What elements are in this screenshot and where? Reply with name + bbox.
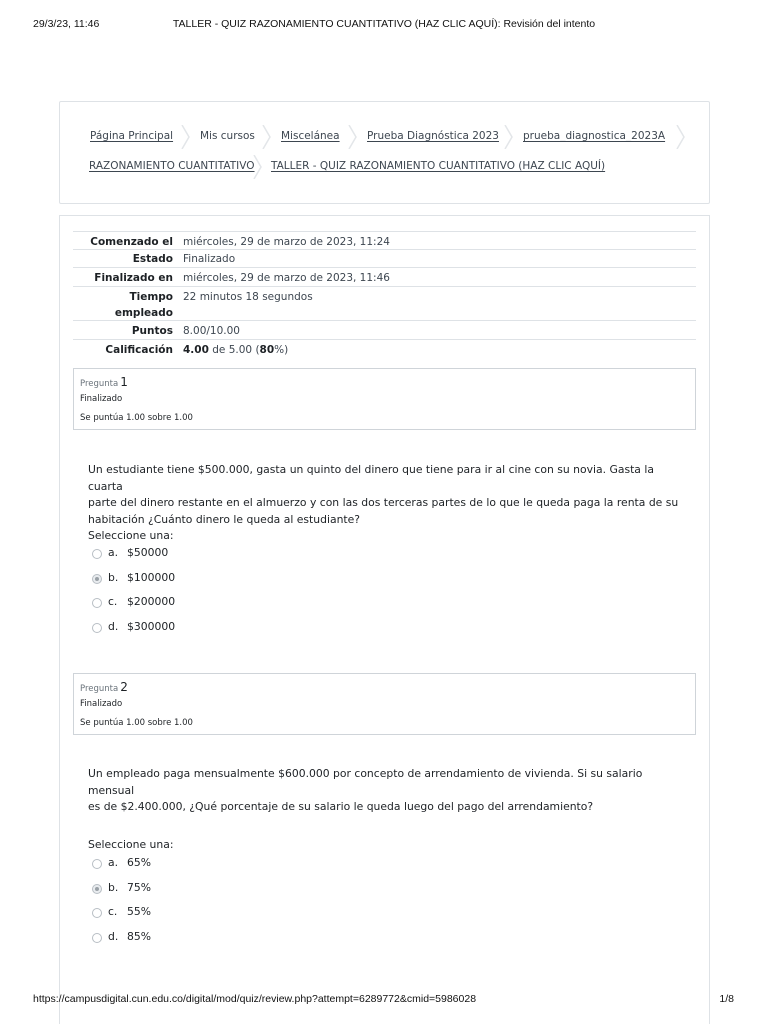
breadcrumb-my-courses[interactable]: Mis cursos xyxy=(200,130,255,142)
radio-button[interactable] xyxy=(92,859,102,869)
radio-button-checked[interactable] xyxy=(92,574,102,584)
summary-label: Calificación xyxy=(105,344,173,356)
radio-button[interactable] xyxy=(92,598,102,608)
grade-score: 4.00 xyxy=(183,344,209,356)
summary-value: miércoles, 29 de marzo de 2023, 11:24 xyxy=(183,236,390,248)
summary-row-started xyxy=(73,231,696,249)
summary-row-grade xyxy=(73,339,696,359)
breadcrumb-separator-icon xyxy=(348,125,357,149)
print-footer xyxy=(0,993,768,1007)
question-label: Pregunta xyxy=(80,379,119,389)
option-value: $100000 xyxy=(127,571,176,584)
option-letter: d. xyxy=(108,620,119,633)
summary-label: Finalizado en xyxy=(94,272,173,284)
grade-percent: 80 xyxy=(259,344,275,356)
question-text-line: es de $2.400.000, ¿Qué porcentaje de su salario le queda luego del pago del arrendamiento? xyxy=(88,800,594,813)
answer-prompt: Seleccione una: xyxy=(88,838,174,851)
option-letter: b. xyxy=(108,881,119,894)
summary-label: Estado xyxy=(132,253,173,265)
question-text-line: habitación ¿Cuánto dinero le queda al estudiante? xyxy=(88,512,361,526)
print-datetime: 29/3/23, 11:46 xyxy=(33,18,100,30)
option-value: 65% xyxy=(127,856,151,869)
question-text-1 xyxy=(88,462,688,528)
question-number xyxy=(80,680,128,694)
question-state: Finalizado xyxy=(80,394,123,404)
option-value: $50000 xyxy=(127,546,169,559)
radio-button[interactable] xyxy=(92,549,102,559)
print-url: https://campusdigital.cun.edu.co/digital/mod/quiz/review.php?attempt=6289772&cmid=5986028 xyxy=(33,993,477,1005)
summary-label: Puntos xyxy=(131,325,173,337)
radio-button[interactable] xyxy=(92,908,102,918)
summary-value: miércoles, 29 de marzo de 2023, 11:46 xyxy=(183,272,390,284)
breadcrumb-section-link[interactable]: RAZONAMIENTO CUANTITATIVO xyxy=(89,160,255,172)
breadcrumb-diagnostic-link[interactable]: Prueba Diagnóstica 2023 xyxy=(367,130,499,142)
radio-button[interactable] xyxy=(92,933,102,943)
breadcrumb xyxy=(59,101,710,204)
summary-label: Comenzado el xyxy=(90,236,173,248)
summary-value xyxy=(183,342,288,358)
option-value: 75% xyxy=(127,881,151,894)
answer-prompt: Seleccione una: xyxy=(88,529,174,542)
question-grade: Se puntúa 1.00 sobre 1.00 xyxy=(80,718,193,728)
option-value: $300000 xyxy=(127,620,176,633)
breadcrumb-separator-icon xyxy=(262,125,271,149)
option-letter: b. xyxy=(108,571,119,584)
breadcrumb-misc-link[interactable]: Miscelánea xyxy=(281,130,340,142)
question-text-2 xyxy=(88,766,688,816)
option-value: 55% xyxy=(127,905,151,918)
print-page-number: 1/8 xyxy=(719,993,734,1005)
grade-max: de 5.00 ( xyxy=(212,344,260,356)
option-value: $200000 xyxy=(127,595,176,608)
summary-value: Finalizado xyxy=(183,253,236,265)
question-number xyxy=(80,375,128,389)
print-title: TALLER - QUIZ RAZONAMIENTO CUANTITATIVO (HAZ CLIC AQUÍ): Revisión del intento xyxy=(172,18,596,30)
question-info-2 xyxy=(73,673,696,735)
question-info-1 xyxy=(73,368,696,430)
summary-value: 8.00/10.00 xyxy=(183,325,240,337)
question-number-value: 1 xyxy=(120,375,128,389)
breadcrumb-separator-icon xyxy=(504,125,513,149)
summary-label: empleado xyxy=(114,307,173,319)
question-text-line: Un estudiante tiene $500.000, gasta un quinto del dinero que tiene para ir al cine con su novia. Gasta la cuarta xyxy=(88,463,654,493)
summary-row-finished xyxy=(73,267,696,286)
breadcrumb-quiz-link[interactable]: TALLER - QUIZ RAZONAMIENTO CUANTITATIVO (HAZ CLIC AQUÍ) xyxy=(271,160,606,172)
option-value: 85% xyxy=(127,930,151,943)
breadcrumb-separator-icon xyxy=(253,155,262,179)
radio-button-checked[interactable] xyxy=(92,884,102,894)
option-letter: c. xyxy=(108,595,118,608)
question-text-line: Un empleado paga mensualmente $600.000 por concepto de arrendamiento de vivienda. Si su salario mensual xyxy=(88,767,643,797)
option-letter: a. xyxy=(108,546,119,559)
radio-button[interactable] xyxy=(92,623,102,633)
print-header xyxy=(0,18,768,32)
summary-value: 22 minutos 18 segundos xyxy=(183,291,313,303)
option-letter: c. xyxy=(108,905,118,918)
summary-label: Tiempo xyxy=(129,291,173,303)
summary-row-marks xyxy=(73,320,696,339)
summary-row-state xyxy=(73,249,696,267)
option-letter: a. xyxy=(108,856,119,869)
question-grade: Se puntúa 1.00 sobre 1.00 xyxy=(80,413,193,423)
question-number-value: 2 xyxy=(120,680,128,694)
option-letter: d. xyxy=(108,930,119,943)
question-label: Pregunta xyxy=(80,684,119,694)
breadcrumb-separator-icon xyxy=(181,125,190,149)
grade-end: %) xyxy=(274,344,289,356)
summary-row-time xyxy=(73,286,696,320)
question-text-line: parte del dinero restante en el almuerzo y con las dos terceras partes de lo que le queda paga la renta de su xyxy=(88,496,679,509)
question-state: Finalizado xyxy=(80,699,123,709)
breadcrumb-home-link[interactable]: Página Principal xyxy=(90,130,174,142)
breadcrumb-course-link[interactable]: prueba_diagnostica_2023A xyxy=(523,130,666,142)
breadcrumb-separator-icon xyxy=(676,125,685,149)
